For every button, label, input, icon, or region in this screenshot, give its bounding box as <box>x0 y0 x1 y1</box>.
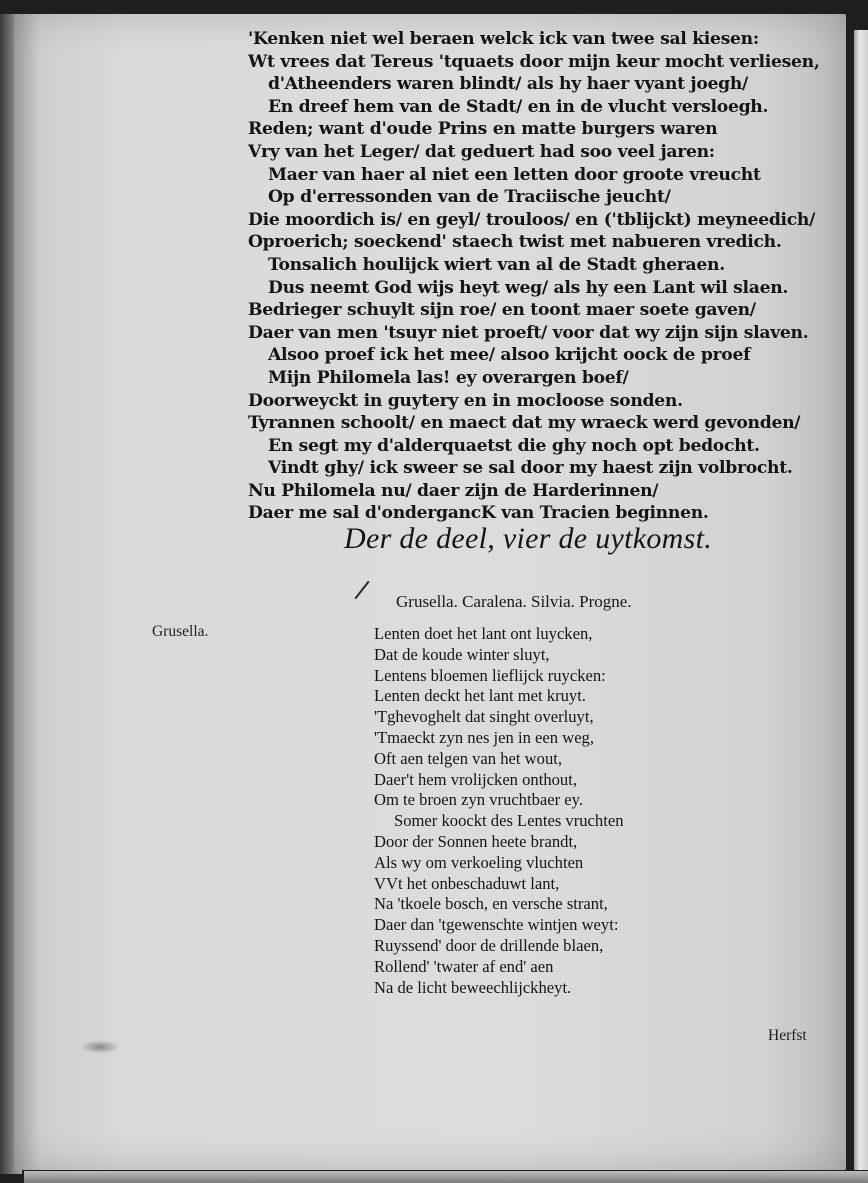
blackletter-line: d'Atheenders waren blindt/ als hy haer vyant joegh/ <box>268 74 749 95</box>
blackletter-line: Vindt ghy/ ick sweer se sal door my haest zijn volbrocht. <box>268 458 793 479</box>
verse-line: Ruyssend' door de drillende blaen, <box>374 935 604 955</box>
verse-line: Daer dan 'tgewenschte wintjen weyt: <box>374 915 619 935</box>
page-edge-bottom <box>24 1171 868 1183</box>
blackletter-line: Reden; want d'oude Prins en matte burgers waren <box>248 119 718 140</box>
verse-line: VVt het onbeschaduwt lant, <box>374 873 560 893</box>
blackletter-line: Op d'erressonden van de Traciische jeucht/ <box>268 187 671 208</box>
verse-line: Daer't hem vrolijcken onthout, <box>374 769 577 789</box>
verse-line: Door der Sonnen heete brandt, <box>374 831 578 851</box>
speaker-label: Grusella. <box>152 623 209 640</box>
verse-line: Lenten deckt het lant met kruyt. <box>374 686 586 706</box>
verse-line: 'Tghevoghelt dat singht overluyt, <box>374 707 594 727</box>
blackletter-line: Tyrannen schoolt/ en maect dat my wraeck werd gevonden/ <box>248 413 801 434</box>
blackletter-line: Tonsalich houlijck wiert van al de Stadt gheraen. <box>268 254 725 275</box>
blackletter-line: Bedrieger schuylt sijn roe/ en toont maer soete gaven/ <box>248 300 756 321</box>
verse-line: Om te broen zyn vruchtbaer ey. <box>374 790 584 810</box>
verse-line: Als wy om verkoeling vluchten <box>374 852 584 872</box>
page-edge-right <box>854 30 868 1170</box>
blackletter-line: Die moordich is/ en geyl/ trouloos/ en ('tblijckt) meyneedich/ <box>248 209 816 230</box>
blackletter-line: Alsoo proef ick het mee/ alsoo krijcht oock de proef <box>268 345 751 366</box>
verse-line: Oft aen telgen van het wout, <box>374 748 563 768</box>
section-heading: Der de deel, vier de uytkomst. <box>344 522 713 555</box>
blackletter-line: En dreef hem van de Stadt/ en in de vlucht versloegh. <box>268 96 769 117</box>
blackletter-line: Doorweyckt in guytery en in mocloose sonden. <box>248 390 683 411</box>
blackletter-line: Daer me sal d'ondergancK van Tracien beginnen. <box>248 503 709 524</box>
blackletter-line: 'Kenken niet wel beraen welck ick van twee sal kiesen: <box>248 29 759 49</box>
blackletter-line: Oproerich; soeckend' staech twist met nabueren vredich. <box>248 232 782 253</box>
blackletter-line: Daer van men 'tsuyr niet proeft/ voor dat wy zijn sijn slaven. <box>248 322 809 343</box>
blackletter-line: Nu Philomela nu/ daer zijn de Harderinnen/ <box>248 480 659 501</box>
blackletter-verse-block <box>248 28 833 525</box>
verse-line: 'Tmaeckt zyn nes jen in een weg, <box>374 727 595 747</box>
catchword: Herfst <box>768 1027 807 1044</box>
blackletter-line: Wt vrees dat Tereus 'tquaets door mijn keur mocht verliesen, <box>248 51 820 72</box>
verse-line: Na de licht beweechlijckheyt. <box>374 977 572 997</box>
verse-line: Rollend' 'twater af end' aen <box>374 956 554 976</box>
blackletter-line: Maer van haer al niet een letten door groote vreucht <box>268 164 761 185</box>
blackletter-line: Mijn Philomela las! ey overargen boef/ <box>268 367 629 388</box>
blackletter-line: Vry van het Leger/ dat geduert had soo veel jaren: <box>248 141 715 162</box>
blackletter-line: Dus neemt God wijs heyt weg/ als hy een Lant wil slaen. <box>268 277 789 298</box>
verse-line: Lentens bloemen lieflijck ruycken: <box>374 665 606 685</box>
character-list: Grusella. Caralena. Silvia. Progne. <box>396 592 632 611</box>
verse-line: Somer koockt des Lentes vruchten <box>394 811 624 831</box>
verse-line: Dat de koude winter sluyt, <box>374 644 550 664</box>
verse-line: Na 'tkoele bosch, en versche strant, <box>374 894 608 914</box>
roman-verse-block <box>374 624 794 998</box>
verse-line: Lenten doet het lant ont luycken, <box>374 624 593 643</box>
ink-smudge <box>80 1040 120 1054</box>
blackletter-line: En segt my d'alderquaetst die ghy noch opt bedocht. <box>268 435 760 456</box>
